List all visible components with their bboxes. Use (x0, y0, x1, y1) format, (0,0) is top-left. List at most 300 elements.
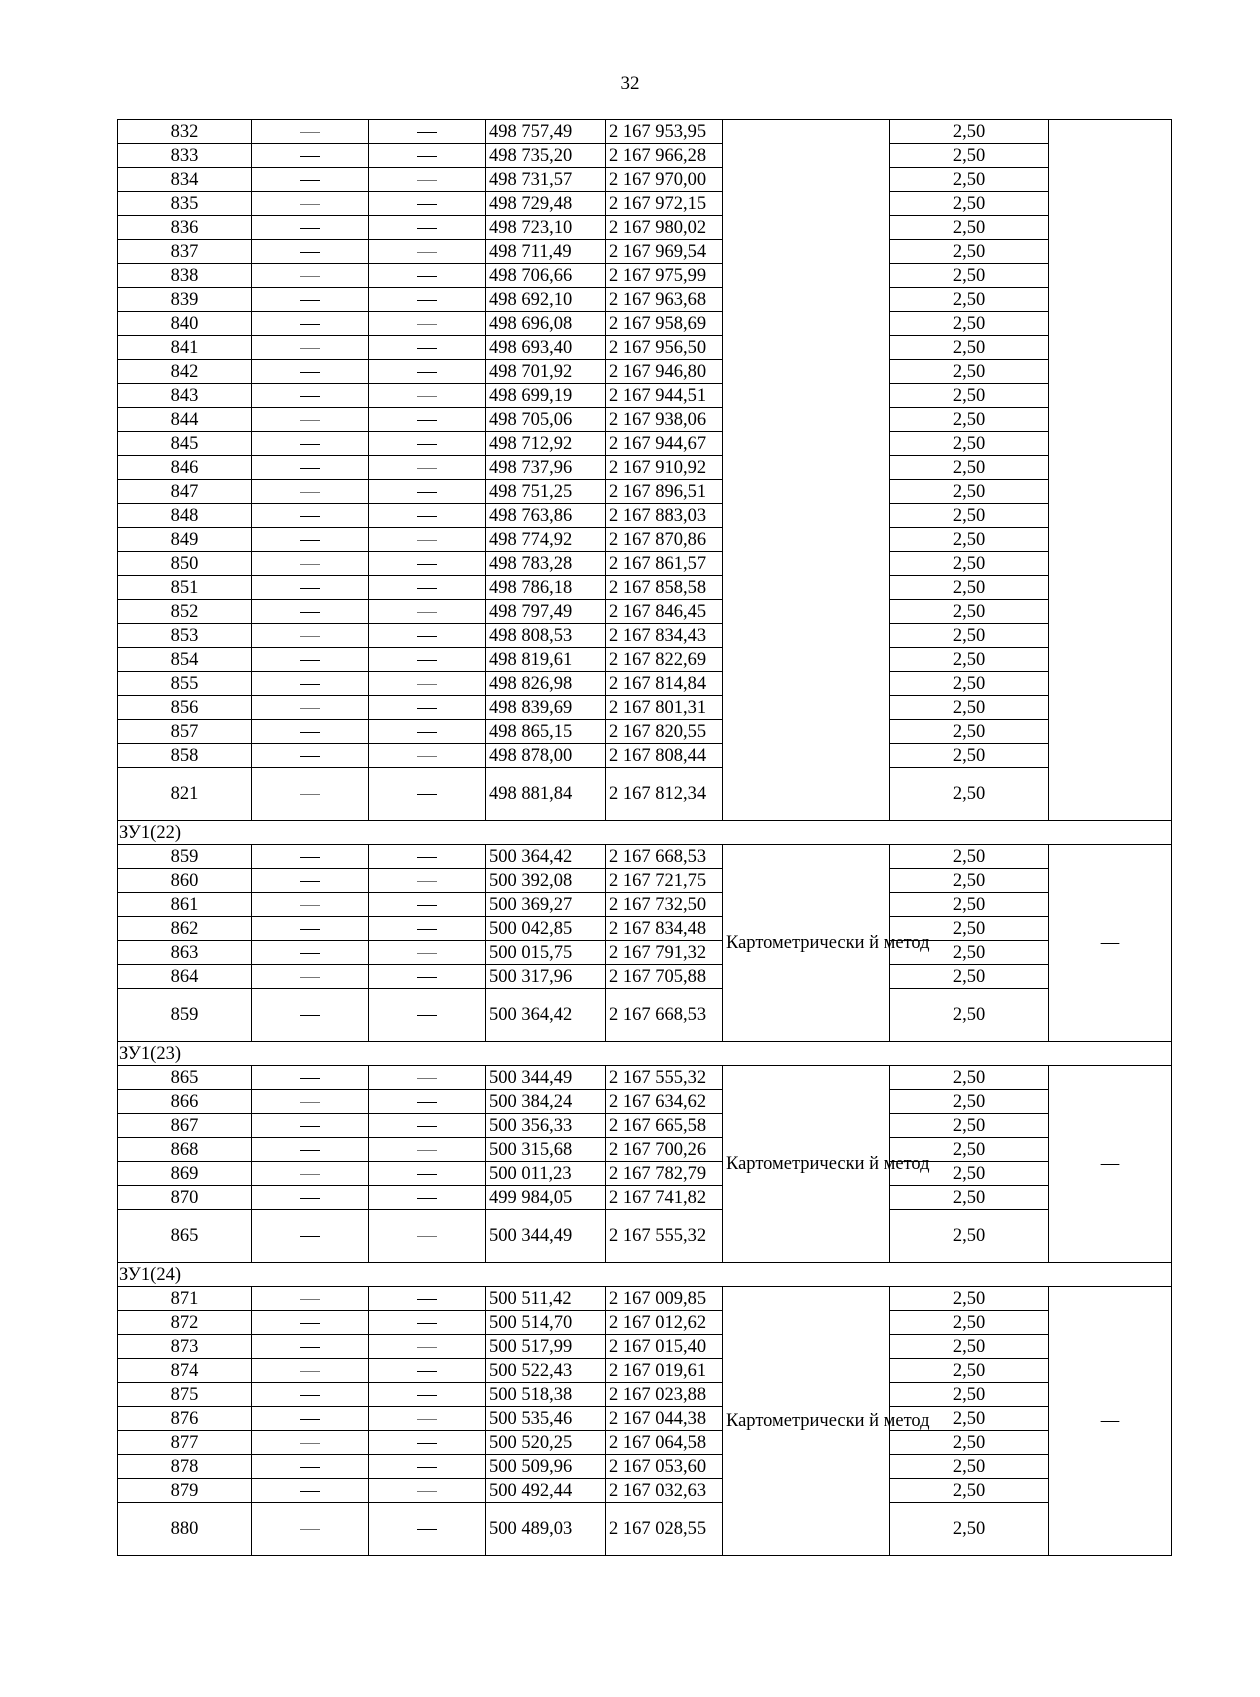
dash-mark (417, 324, 437, 325)
old-x-cell (252, 576, 369, 600)
precision-cell: 2,50 (890, 1503, 1049, 1556)
dash-mark (300, 1443, 320, 1444)
section-label: ЗУ1(23) (118, 1042, 1172, 1066)
dash-mark (417, 953, 437, 954)
table-row (118, 648, 1172, 672)
table-row (118, 1138, 1172, 1162)
precision-cell: 2,50 (890, 1186, 1049, 1210)
old-x-cell (252, 480, 369, 504)
dash-mark (417, 1443, 437, 1444)
x-coordinate-cell: 498 731,57 (486, 168, 606, 192)
old-y-cell (369, 845, 486, 869)
point-number-cell: 859 (118, 989, 252, 1042)
y-coordinate-cell: 2 167 705,88 (606, 965, 723, 989)
point-number-cell: 845 (118, 432, 252, 456)
table-row (118, 672, 1172, 696)
table-row (118, 1407, 1172, 1431)
dash-mark (300, 684, 320, 685)
y-coordinate-cell: 2 167 634,62 (606, 1090, 723, 1114)
dash-mark (300, 708, 320, 709)
old-x-cell (252, 941, 369, 965)
y-coordinate-cell: 2 167 721,75 (606, 869, 723, 893)
x-coordinate-cell: 498 701,92 (486, 360, 606, 384)
precision-cell: 2,50 (890, 1335, 1049, 1359)
dash-mark (417, 588, 437, 589)
old-y-cell (369, 240, 486, 264)
x-coordinate-cell: 498 783,28 (486, 552, 606, 576)
table-body (118, 120, 1172, 1556)
point-number-cell: 874 (118, 1359, 252, 1383)
x-coordinate-cell: 498 729,48 (486, 192, 606, 216)
old-y-cell (369, 408, 486, 432)
precision-cell: 2,50 (890, 1138, 1049, 1162)
table-row (118, 360, 1172, 384)
dash-mark (417, 1236, 437, 1237)
old-x-cell (252, 600, 369, 624)
y-coordinate-cell: 2 167 801,31 (606, 696, 723, 720)
y-coordinate-cell: 2 167 980,02 (606, 216, 723, 240)
dash-mark (417, 252, 437, 253)
precision-cell: 2,50 (890, 504, 1049, 528)
old-y-cell (369, 672, 486, 696)
point-number-cell: 843 (118, 384, 252, 408)
x-coordinate-cell: 498 786,18 (486, 576, 606, 600)
dash-mark (417, 708, 437, 709)
old-y-cell (369, 1503, 486, 1556)
dash-mark (300, 612, 320, 613)
dash-mark (417, 276, 437, 277)
x-coordinate-cell: 498 881,84 (486, 768, 606, 821)
point-number-cell: 870 (118, 1186, 252, 1210)
old-y-cell (369, 917, 486, 941)
point-number-cell: 877 (118, 1431, 252, 1455)
table-row (118, 624, 1172, 648)
y-coordinate-cell: 2 167 910,92 (606, 456, 723, 480)
old-x-cell (252, 360, 369, 384)
table-row (118, 1455, 1172, 1479)
x-coordinate-cell: 498 808,53 (486, 624, 606, 648)
precision-cell: 2,50 (890, 360, 1049, 384)
x-coordinate-cell: 498 706,66 (486, 264, 606, 288)
point-number-cell: 854 (118, 648, 252, 672)
old-x-cell (252, 288, 369, 312)
old-x-cell (252, 552, 369, 576)
precision-cell: 2,50 (890, 917, 1049, 941)
y-coordinate-cell: 2 167 861,57 (606, 552, 723, 576)
old-x-cell (252, 648, 369, 672)
point-number-cell: 850 (118, 552, 252, 576)
old-x-cell (252, 744, 369, 768)
point-number-cell: 836 (118, 216, 252, 240)
old-x-cell (252, 989, 369, 1042)
precision-cell: 2,50 (890, 1455, 1049, 1479)
y-coordinate-cell: 2 167 834,48 (606, 917, 723, 941)
dash-mark (417, 636, 437, 637)
point-number-cell: 852 (118, 600, 252, 624)
point-number-cell: 833 (118, 144, 252, 168)
x-coordinate-cell: 498 696,08 (486, 312, 606, 336)
dash-mark (417, 612, 437, 613)
dash-mark (417, 1529, 437, 1530)
old-y-cell (369, 1066, 486, 1090)
section-row (118, 1263, 1172, 1287)
dash-mark (417, 756, 437, 757)
table-row (118, 696, 1172, 720)
precision-cell: 2,50 (890, 1359, 1049, 1383)
old-y-cell (369, 288, 486, 312)
x-coordinate-cell: 500 392,08 (486, 869, 606, 893)
y-coordinate-cell: 2 167 782,79 (606, 1162, 723, 1186)
dash-mark (300, 1236, 320, 1237)
y-coordinate-cell: 2 167 814,84 (606, 672, 723, 696)
point-number-cell: 848 (118, 504, 252, 528)
point-number-cell: 876 (118, 1407, 252, 1431)
old-y-cell (369, 965, 486, 989)
y-coordinate-cell: 2 167 846,45 (606, 600, 723, 624)
old-y-cell (369, 893, 486, 917)
old-x-cell (252, 168, 369, 192)
table-row (118, 917, 1172, 941)
dash-mark (417, 1174, 437, 1175)
point-number-cell: 864 (118, 965, 252, 989)
x-coordinate-cell: 498 797,49 (486, 600, 606, 624)
point-number-cell: 835 (118, 192, 252, 216)
table-row (118, 1162, 1172, 1186)
old-x-cell (252, 528, 369, 552)
precision-cell: 2,50 (890, 528, 1049, 552)
old-y-cell (369, 216, 486, 240)
section-row (118, 821, 1172, 845)
precision-cell: 2,50 (890, 384, 1049, 408)
point-number-cell: 859 (118, 845, 252, 869)
y-coordinate-cell: 2 167 966,28 (606, 144, 723, 168)
precision-cell: 2,50 (890, 144, 1049, 168)
table-row (118, 456, 1172, 480)
precision-cell: 2,50 (890, 1162, 1049, 1186)
y-coordinate-cell: 2 167 019,61 (606, 1359, 723, 1383)
dash-mark (417, 660, 437, 661)
precision-cell: 2,50 (890, 600, 1049, 624)
x-coordinate-cell: 500 489,03 (486, 1503, 606, 1556)
point-number-cell: 867 (118, 1114, 252, 1138)
old-x-cell (252, 240, 369, 264)
old-y-cell (369, 600, 486, 624)
dash-mark (300, 1529, 320, 1530)
old-y-cell (369, 1431, 486, 1455)
old-x-cell (252, 408, 369, 432)
old-x-cell (252, 672, 369, 696)
point-number-cell: 840 (118, 312, 252, 336)
table-row (118, 845, 1172, 869)
old-x-cell (252, 720, 369, 744)
point-number-cell: 842 (118, 360, 252, 384)
x-coordinate-cell: 500 364,42 (486, 989, 606, 1042)
dash-mark (417, 1102, 437, 1103)
y-coordinate-cell: 2 167 700,26 (606, 1138, 723, 1162)
precision-cell: 2,50 (890, 696, 1049, 720)
y-coordinate-cell: 2 167 812,34 (606, 768, 723, 821)
table-row (118, 576, 1172, 600)
section-label: ЗУ1(22) (118, 821, 1172, 845)
precision-cell: 2,50 (890, 312, 1049, 336)
point-number-cell: 878 (118, 1455, 252, 1479)
dash-mark (300, 1174, 320, 1175)
old-x-cell (252, 1431, 369, 1455)
dash-mark (300, 1419, 320, 1420)
x-coordinate-cell: 500 369,27 (486, 893, 606, 917)
old-x-cell (252, 1383, 369, 1407)
dash-mark (300, 492, 320, 493)
dash-mark (300, 1102, 320, 1103)
point-number-cell: 839 (118, 288, 252, 312)
point-number-cell: 858 (118, 744, 252, 768)
x-coordinate-cell: 500 015,75 (486, 941, 606, 965)
x-coordinate-cell: 498 693,40 (486, 336, 606, 360)
precision-cell: 2,50 (890, 288, 1049, 312)
old-x-cell (252, 768, 369, 821)
table-row (118, 1066, 1172, 1090)
old-y-cell (369, 504, 486, 528)
dash-mark (300, 905, 320, 906)
dash-mark (300, 1347, 320, 1348)
dash-mark (417, 492, 437, 493)
dash-mark (417, 564, 437, 565)
old-y-cell (369, 1186, 486, 1210)
old-x-cell (252, 1090, 369, 1114)
old-x-cell (252, 845, 369, 869)
dash-mark (300, 1371, 320, 1372)
y-coordinate-cell: 2 167 009,85 (606, 1287, 723, 1311)
point-number-cell: 837 (118, 240, 252, 264)
y-coordinate-cell: 2 167 820,55 (606, 720, 723, 744)
y-coordinate-cell: 2 167 015,40 (606, 1335, 723, 1359)
point-number-cell: 821 (118, 768, 252, 821)
y-coordinate-cell: 2 167 944,51 (606, 384, 723, 408)
old-x-cell (252, 1503, 369, 1556)
old-x-cell (252, 1359, 369, 1383)
dash-mark (300, 348, 320, 349)
x-coordinate-cell: 500 511,42 (486, 1287, 606, 1311)
dash-mark (417, 204, 437, 205)
dash-mark (300, 857, 320, 858)
old-y-cell (369, 720, 486, 744)
x-coordinate-cell: 500 517,99 (486, 1335, 606, 1359)
description-cell: — (1049, 1287, 1172, 1556)
dash-mark (417, 1347, 437, 1348)
y-coordinate-cell: 2 167 741,82 (606, 1186, 723, 1210)
x-coordinate-cell: 498 692,10 (486, 288, 606, 312)
y-coordinate-cell: 2 167 012,62 (606, 1311, 723, 1335)
precision-cell: 2,50 (890, 1210, 1049, 1263)
precision-cell: 2,50 (890, 744, 1049, 768)
old-y-cell (369, 869, 486, 893)
x-coordinate-cell: 500 520,25 (486, 1431, 606, 1455)
old-x-cell (252, 456, 369, 480)
old-x-cell (252, 965, 369, 989)
dash-mark (300, 324, 320, 325)
precision-cell: 2,50 (890, 192, 1049, 216)
old-y-cell (369, 1479, 486, 1503)
dash-mark (300, 540, 320, 541)
point-number-cell: 834 (118, 168, 252, 192)
x-coordinate-cell: 498 705,06 (486, 408, 606, 432)
y-coordinate-cell: 2 167 953,95 (606, 120, 723, 144)
table-row (118, 192, 1172, 216)
method-cell: Картометрически й метод (723, 845, 890, 1042)
dash-mark (417, 372, 437, 373)
table-row (118, 432, 1172, 456)
coordinates-table (117, 119, 1172, 1556)
dash-mark (300, 204, 320, 205)
old-x-cell (252, 144, 369, 168)
old-y-cell (369, 1210, 486, 1263)
y-coordinate-cell: 2 167 938,06 (606, 408, 723, 432)
old-x-cell (252, 1186, 369, 1210)
x-coordinate-cell: 498 878,00 (486, 744, 606, 768)
old-y-cell (369, 384, 486, 408)
table-row (118, 288, 1172, 312)
y-coordinate-cell: 2 167 946,80 (606, 360, 723, 384)
old-x-cell (252, 1162, 369, 1186)
point-number-cell: 880 (118, 1503, 252, 1556)
table-row (118, 216, 1172, 240)
dash-mark (417, 468, 437, 469)
precision-cell: 2,50 (890, 336, 1049, 360)
dash-mark (417, 794, 437, 795)
dash-mark (300, 660, 320, 661)
table-row (118, 504, 1172, 528)
y-coordinate-cell: 2 167 896,51 (606, 480, 723, 504)
old-y-cell (369, 1383, 486, 1407)
dash-mark (300, 228, 320, 229)
y-coordinate-cell: 2 167 668,53 (606, 989, 723, 1042)
precision-cell: 2,50 (890, 672, 1049, 696)
point-number-cell: 865 (118, 1066, 252, 1090)
precision-cell: 2,50 (890, 989, 1049, 1042)
table-row (118, 869, 1172, 893)
dash-mark (300, 132, 320, 133)
x-coordinate-cell: 500 315,68 (486, 1138, 606, 1162)
dash-mark (417, 1419, 437, 1420)
x-coordinate-cell: 499 984,05 (486, 1186, 606, 1210)
x-coordinate-cell: 498 774,92 (486, 528, 606, 552)
y-coordinate-cell: 2 167 834,43 (606, 624, 723, 648)
y-coordinate-cell: 2 167 044,38 (606, 1407, 723, 1431)
x-coordinate-cell: 500 509,96 (486, 1455, 606, 1479)
precision-cell: 2,50 (890, 1479, 1049, 1503)
dash-mark (417, 396, 437, 397)
old-y-cell (369, 1287, 486, 1311)
x-coordinate-cell: 498 839,69 (486, 696, 606, 720)
description-cell (1049, 120, 1172, 821)
precision-cell: 2,50 (890, 1066, 1049, 1090)
point-number-cell: 838 (118, 264, 252, 288)
old-y-cell (369, 480, 486, 504)
dash-mark (417, 857, 437, 858)
y-coordinate-cell: 2 167 972,15 (606, 192, 723, 216)
old-y-cell (369, 1407, 486, 1431)
precision-cell: 2,50 (890, 965, 1049, 989)
x-coordinate-cell: 500 317,96 (486, 965, 606, 989)
y-coordinate-cell: 2 167 975,99 (606, 264, 723, 288)
old-x-cell (252, 893, 369, 917)
dash-mark (417, 420, 437, 421)
precision-cell: 2,50 (890, 216, 1049, 240)
old-x-cell (252, 1311, 369, 1335)
old-x-cell (252, 1407, 369, 1431)
x-coordinate-cell: 498 826,98 (486, 672, 606, 696)
old-y-cell (369, 312, 486, 336)
old-x-cell (252, 504, 369, 528)
precision-cell: 2,50 (890, 1311, 1049, 1335)
x-coordinate-cell: 498 735,20 (486, 144, 606, 168)
table-row (118, 528, 1172, 552)
precision-cell: 2,50 (890, 1383, 1049, 1407)
old-x-cell (252, 432, 369, 456)
point-number-cell: 851 (118, 576, 252, 600)
old-x-cell (252, 312, 369, 336)
old-x-cell (252, 696, 369, 720)
dash-mark (417, 444, 437, 445)
old-y-cell (369, 1162, 486, 1186)
y-coordinate-cell: 2 167 870,86 (606, 528, 723, 552)
table-row (118, 744, 1172, 768)
dash-mark (300, 636, 320, 637)
table-row (118, 1479, 1172, 1503)
dash-mark (300, 468, 320, 469)
precision-cell: 2,50 (890, 168, 1049, 192)
description-cell: — (1049, 1066, 1172, 1263)
dash-mark (300, 372, 320, 373)
point-number-cell: 832 (118, 120, 252, 144)
x-coordinate-cell: 498 757,49 (486, 120, 606, 144)
dash-mark (300, 732, 320, 733)
dash-mark (300, 1299, 320, 1300)
dash-mark (417, 1491, 437, 1492)
dash-mark (417, 1323, 437, 1324)
table-row (118, 1503, 1172, 1556)
point-number-cell: 849 (118, 528, 252, 552)
precision-cell: 2,50 (890, 1090, 1049, 1114)
point-number-cell: 866 (118, 1090, 252, 1114)
dash-mark (300, 156, 320, 157)
precision-cell: 2,50 (890, 264, 1049, 288)
old-y-cell (369, 744, 486, 768)
method-cell: Картометрически й метод (723, 1287, 890, 1556)
old-x-cell (252, 1138, 369, 1162)
old-x-cell (252, 336, 369, 360)
old-y-cell (369, 360, 486, 384)
old-y-cell (369, 1090, 486, 1114)
dash-mark (417, 1371, 437, 1372)
dash-mark (417, 905, 437, 906)
table-row (118, 312, 1172, 336)
precision-cell: 2,50 (890, 1407, 1049, 1431)
dash-mark (300, 420, 320, 421)
old-y-cell (369, 168, 486, 192)
precision-cell: 2,50 (890, 456, 1049, 480)
old-x-cell (252, 384, 369, 408)
dash-mark (417, 1078, 437, 1079)
table-row (118, 1311, 1172, 1335)
table-row (118, 1186, 1172, 1210)
table-row (118, 768, 1172, 821)
table-row (118, 1359, 1172, 1383)
old-x-cell (252, 1335, 369, 1359)
y-coordinate-cell: 2 167 944,67 (606, 432, 723, 456)
dash-mark (300, 180, 320, 181)
y-coordinate-cell: 2 167 023,88 (606, 1383, 723, 1407)
